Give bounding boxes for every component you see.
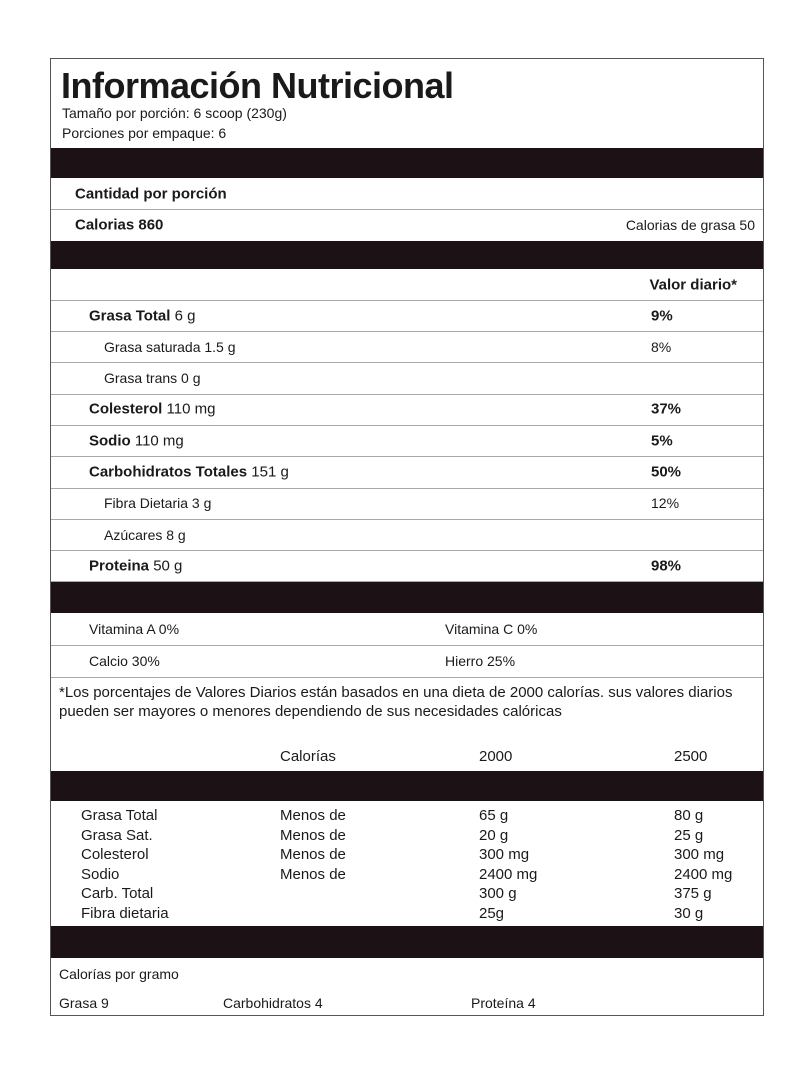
nutrient-amount: 151 g <box>251 463 289 481</box>
calories-row <box>51 209 763 241</box>
ref-2500-value: 30 g <box>674 904 704 922</box>
divider-bar <box>51 148 763 178</box>
nutrient-name: Grasa trans 0 g <box>104 370 201 387</box>
ref-2500-value: 2400 mg <box>674 865 733 883</box>
fat-calories: Calorias de grasa 50 <box>625 217 755 233</box>
nutrient-name: Azúcares 8 g <box>104 526 186 543</box>
daily-value-header-row <box>51 269 763 301</box>
ref-2500-value: 25 g <box>674 826 704 844</box>
amount-per-serving: Cantidad por porción <box>75 185 227 202</box>
nutrient-row <box>51 457 763 489</box>
nutrient-row <box>51 425 763 457</box>
nutrient-label <box>89 464 289 481</box>
calories-per-gram-label: Calorías por gramo <box>59 965 179 982</box>
ref-qualifier: Menos de <box>280 807 346 824</box>
protein-per-gram: Proteína 4 <box>471 994 536 1011</box>
nutrient-daily-value: 50% <box>651 463 682 481</box>
nutrient-amount: 6 g <box>174 307 196 324</box>
ref-nutrient: Colesterol <box>81 846 149 863</box>
nutrient-name: Carbohidratos Totales <box>89 463 248 481</box>
calories-per-gram-row <box>51 958 763 989</box>
ref-qualifier: Menos de <box>280 846 346 863</box>
nutrient-label <box>89 307 195 324</box>
nutrient-amount: 110 mg <box>166 400 216 418</box>
divider-bar <box>51 241 763 269</box>
nutrient-daily-value: 98% <box>651 557 682 575</box>
nutrient-label <box>104 370 201 386</box>
nutrient-name: Grasa saturada 1.5 g <box>104 338 236 355</box>
nutrient-label <box>89 557 182 574</box>
iron: Hierro 25% <box>445 653 516 669</box>
nutrient-name: Grasa Total <box>89 307 171 324</box>
ref-2000-value: 25g <box>479 904 505 922</box>
daily-value-header: Valor diario* <box>649 276 737 293</box>
nutrient-row <box>51 488 763 520</box>
ref-2500-value: 300 mg <box>674 846 725 863</box>
ref-qualifier: Menos de <box>280 865 346 883</box>
ref-nutrient: Carb. Total <box>81 885 154 902</box>
nutrient-daily-value: 12% <box>651 495 680 512</box>
ref-2000-value: 20 g <box>479 826 509 844</box>
ref-header-2000: 2000 <box>479 748 513 765</box>
nutrient-label <box>89 401 215 418</box>
nutrient-name: Fibra Dietaria 3 g <box>104 495 212 512</box>
nutrient-amount: 110 mg <box>134 432 184 450</box>
ref-2500-value: 80 g <box>674 807 704 824</box>
nutrient-daily-value: 5% <box>651 432 673 450</box>
nutrient-label <box>89 432 184 449</box>
ref-header-calories: Calorías <box>280 748 336 765</box>
label-title: Información Nutricional <box>61 65 454 106</box>
nutrient-daily-value: 37% <box>651 400 682 418</box>
vitamin-a: Vitamina A 0% <box>89 621 180 637</box>
ref-nutrient: Sodio <box>81 865 120 883</box>
ref-2000-value: 300 mg <box>479 846 530 863</box>
nutrient-daily-value: 8% <box>651 338 672 355</box>
ref-2000-value: 65 g <box>479 807 509 824</box>
nutrition-label <box>50 58 764 1016</box>
ref-nutrient: Fibra dietaria <box>81 904 169 922</box>
carbs-per-gram: Carbohidratos 4 <box>223 994 323 1011</box>
ref-nutrient: Grasa Total <box>81 807 158 824</box>
footnote: *Los porcentajes de Valores Diarios están basados en una dieta de 2000 calorías. sus valores diarios pueden ser mayores o menores dependiendo de sus necesidades calóricas <box>59 684 733 720</box>
nutrient-name: Proteina <box>89 557 150 575</box>
nutrient-row <box>51 550 763 582</box>
vitamin-c: Vitamina C 0% <box>445 621 538 637</box>
nutrient-name: Sodio <box>89 432 131 450</box>
amount-per-serving-row <box>51 178 763 210</box>
calcium: Calcio 30% <box>89 653 160 669</box>
nutrient-amount: 50 g <box>153 557 183 575</box>
nutrient-row <box>51 300 763 332</box>
divider-bar <box>51 582 763 613</box>
nutrient-label <box>104 527 186 543</box>
fat-per-gram: Grasa 9 <box>59 994 109 1011</box>
ref-2000-value: 2400 mg <box>479 865 538 883</box>
calories-per-gram-values <box>51 989 763 1016</box>
nutrient-row <box>51 331 763 363</box>
serving-size: Tamaño por porción: 6 scoop (230g) <box>62 105 287 121</box>
nutrient-name: Colesterol <box>89 400 163 418</box>
nutrient-row <box>51 519 763 551</box>
ref-qualifier: Menos de <box>280 826 346 844</box>
ref-header-2500: 2500 <box>674 748 708 765</box>
nutrient-row <box>51 363 763 395</box>
vitamin-row <box>51 645 763 678</box>
servings-per-container: Porciones por empaque: 6 <box>62 125 227 141</box>
vitamin-row <box>51 613 763 646</box>
nutrient-label <box>104 339 236 355</box>
nutrient-daily-value: 9% <box>651 307 673 324</box>
ref-2500-value: 375 g <box>674 885 712 902</box>
divider-bar <box>51 926 763 958</box>
nutrient-row <box>51 394 763 426</box>
calories: Calorias 860 <box>75 216 164 234</box>
divider-bar <box>51 771 763 801</box>
nutrient-label <box>104 495 211 511</box>
ref-nutrient: Grasa Sat. <box>81 826 153 844</box>
ref-2000-value: 300 g <box>479 885 517 902</box>
